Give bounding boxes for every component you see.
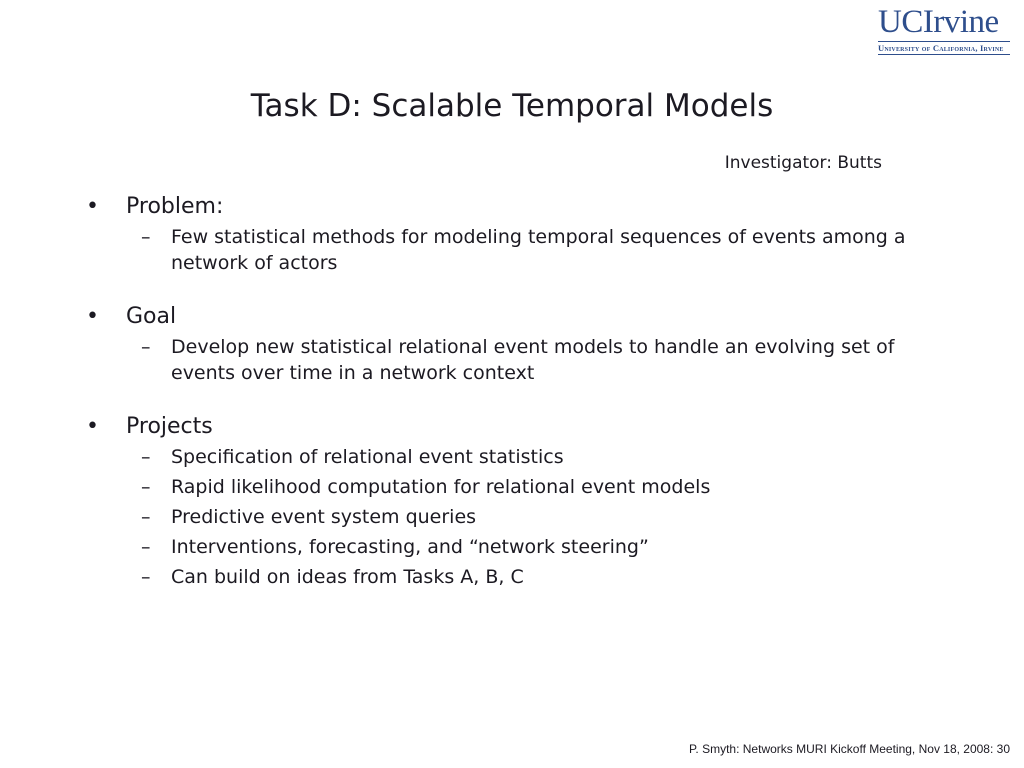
sub-item-text: Can build on ideas from Tasks A, B, C: [171, 566, 524, 588]
sub-item: [86, 474, 906, 500]
slide-title: Task D: Scalable Temporal Models: [250, 88, 774, 124]
sub-dash: –: [141, 446, 151, 468]
sub-item-text: Few statistical methods for modeling temporal sequences of events among a network of actors: [171, 226, 906, 274]
sub-item-text: Rapid likelihood computation for relational event models: [171, 476, 711, 498]
sub-item-text: Specification of relational event statistics: [171, 446, 564, 468]
sub-item: [86, 444, 906, 470]
bullet-item: [86, 302, 906, 332]
logo-rule-top: [878, 41, 1010, 42]
logo-rule-bottom: [878, 54, 1010, 55]
slide-footer: P. Smyth: Networks MURI Kickoff Meeting, Nov 18, 2008: 30: [688, 742, 1010, 756]
sub-item: [86, 534, 906, 560]
sub-dash: –: [141, 336, 151, 358]
bullet-dot: •: [86, 304, 99, 329]
sub-item-text: Interventions, forecasting, and “network steering”: [171, 536, 649, 558]
uc-irvine-logo: [878, 6, 1010, 54]
bullet-dot: •: [86, 194, 99, 219]
sub-item: [86, 334, 906, 386]
section-projects: [86, 412, 906, 590]
slide-content: [86, 192, 906, 616]
bullet-item: [86, 412, 906, 442]
sub-item: [86, 504, 906, 530]
sub-item: [86, 564, 906, 590]
sub-dash: –: [141, 566, 151, 588]
sub-item-text: Predictive event system queries: [171, 506, 477, 528]
bullet-heading: Problem:: [126, 194, 224, 219]
bullet-heading: Projects: [126, 414, 213, 439]
sub-dash: –: [141, 506, 151, 528]
sub-list: [86, 224, 906, 276]
logo-wordmark: UCIrvine: [878, 4, 999, 40]
investigator-label: Investigator: Butts: [724, 153, 882, 173]
bullet-heading: Goal: [126, 304, 177, 329]
sub-dash: –: [141, 226, 151, 248]
sub-dash: –: [141, 476, 151, 498]
sub-list: [86, 444, 906, 590]
sub-dash: –: [141, 536, 151, 558]
bullet-dot: •: [86, 414, 99, 439]
bullet-item: [86, 192, 906, 222]
sub-list: [86, 334, 906, 386]
logo-subtitle: University of California, Irvine: [878, 43, 1004, 53]
sub-item: [86, 224, 906, 276]
section-problem: [86, 192, 906, 276]
section-goal: [86, 302, 906, 386]
sub-item-text: Develop new statistical relational event models to handle an evolving set of events over time in a network context: [171, 336, 895, 384]
